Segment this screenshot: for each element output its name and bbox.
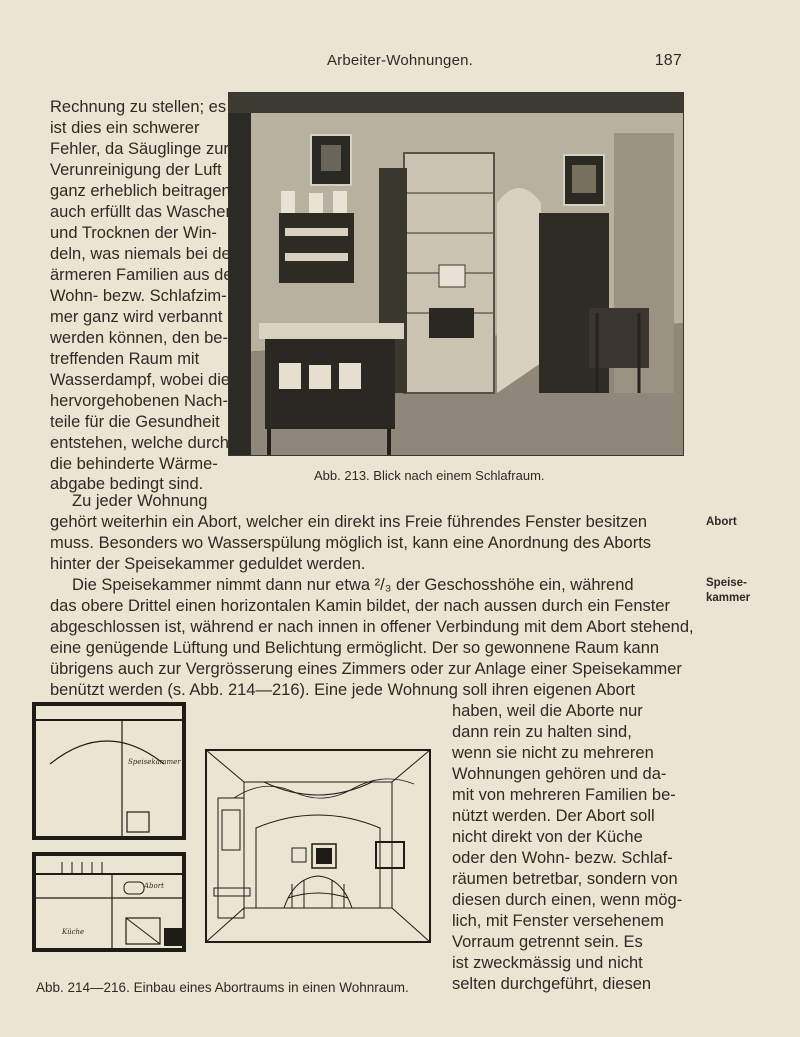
perspective-figure: [204, 748, 432, 944]
text-line: nützt werden. Der Abort soll: [452, 807, 655, 825]
text-line: teile für die Gesundheit: [50, 413, 220, 431]
text-line: mit von mehreren Familien be-: [452, 786, 676, 804]
plan-label-kueche: Küche: [62, 928, 85, 936]
text-line: Wohn- bezw. Schlafzim-: [50, 287, 227, 305]
perspective-drawing: [204, 748, 432, 944]
text-line: räumen betretbar, sondern von: [452, 870, 678, 888]
plan-label-abort: Abort: [144, 882, 164, 890]
figure-214-216-caption: Abb. 214—216. Einbau eines Abortraums in einen Wohnraum.: [36, 980, 409, 995]
text-line: mer ganz wird verbannt: [50, 308, 223, 326]
text-line: und Trocknen der Win-: [50, 224, 217, 242]
text-line: ist zweckmässig und nicht: [452, 954, 643, 972]
text-line: treffenden Raum mit: [50, 350, 200, 368]
text-line: benützt werden (s. Abb. 214—216). Eine jede Wohnung soll ihren eigenen Abort: [50, 681, 635, 699]
text-line: werden können, den be-: [50, 329, 228, 347]
text-line: das obere Drittel einen horizontalen Kamin bildet, der nach aussen durch ein Fenster: [50, 597, 671, 615]
text-line: haben, weil die Aborte nur: [452, 702, 643, 720]
text-line: entstehen, welche durch: [50, 434, 229, 452]
text-line: ärmeren Familien aus dem: [50, 266, 247, 284]
text-line: die behinderte Wärme-: [50, 455, 218, 473]
text-line: muss. Besonders wo Wasserspülung möglich ist, kann eine Anordnung des Aborts: [50, 534, 652, 552]
floor-plan-drawing: [32, 702, 198, 954]
bedroom-photo-drawing: [229, 93, 684, 456]
text-line: Verunreinigung der Luft: [50, 161, 222, 179]
text-line: Wasserdampf, wobei die: [50, 371, 231, 389]
text-line: Rechnung zu stellen; es: [50, 98, 227, 116]
text-line: hervorgehobenen Nach-: [50, 392, 228, 410]
text-line: Fehler, da Säuglinge zur: [50, 140, 229, 158]
text-line: ganz erheblich beitragen;: [50, 182, 236, 200]
bedroom-photo: [228, 92, 684, 456]
text-line: gehört weiterhin ein Abort, welcher ein direkt ins Freie führendes Fenster besitzen: [50, 513, 648, 531]
text-line: auch erfüllt das Waschen: [50, 203, 235, 221]
margin-note-abort: Abort: [706, 516, 737, 528]
text-line: übrigens auch zur Vergrösserung eines Zimmers oder zur Anlage einer Speisekammer: [50, 660, 682, 678]
text-line: Die Speisekammer nimmt dann nur etwa ²/₃ der Geschosshöhe ein, während: [72, 576, 634, 594]
text-line: deln, was niemals bei den: [50, 245, 240, 263]
floor-plan-figure: [32, 702, 198, 954]
text-line: hinter der Speisekammer geduldet werden.: [50, 555, 366, 573]
plan-label-speisekammer: Speisekammer: [128, 758, 181, 766]
text-line: lich, mit Fenster versehenem: [452, 912, 664, 930]
text-line: eine genügende Lüftung und Belichtung ermöglicht. Der so gewonnene Raum kann: [50, 639, 660, 657]
text-line: Vorraum getrennt sein. Es: [452, 933, 643, 951]
text-line: ist dies ein schwerer: [50, 119, 200, 137]
text-line: wenn sie nicht zu mehreren: [452, 744, 654, 762]
margin-note-speisekammer: kammer: [706, 592, 751, 604]
text-line: selten durchgeführt, diesen: [452, 975, 652, 993]
running-title: Arbeiter-Wohnungen.: [326, 52, 474, 69]
text-line: nicht direkt von der Küche: [452, 828, 643, 846]
margin-note-speisekammer: Speise-: [706, 577, 747, 589]
text-line: abgeschlossen ist, während er nach innen in offener Verbindung mit dem Abort stehend,: [50, 618, 694, 636]
text-line: Zu jeder Wohnung: [72, 492, 208, 510]
text-line: dann rein zu halten sind,: [452, 723, 632, 741]
text-line: Wohnungen gehören und da-: [452, 765, 667, 783]
page-number: 187: [654, 52, 682, 69]
text-line: diesen durch einen, wenn mög-: [452, 891, 683, 909]
text-line: abgabe bedingt sind.: [50, 475, 204, 493]
figure-213-caption: Abb. 213. Blick nach einem Schlafraum.: [314, 468, 545, 483]
text-line: oder den Wohn- bezw. Schlaf-: [452, 849, 673, 867]
